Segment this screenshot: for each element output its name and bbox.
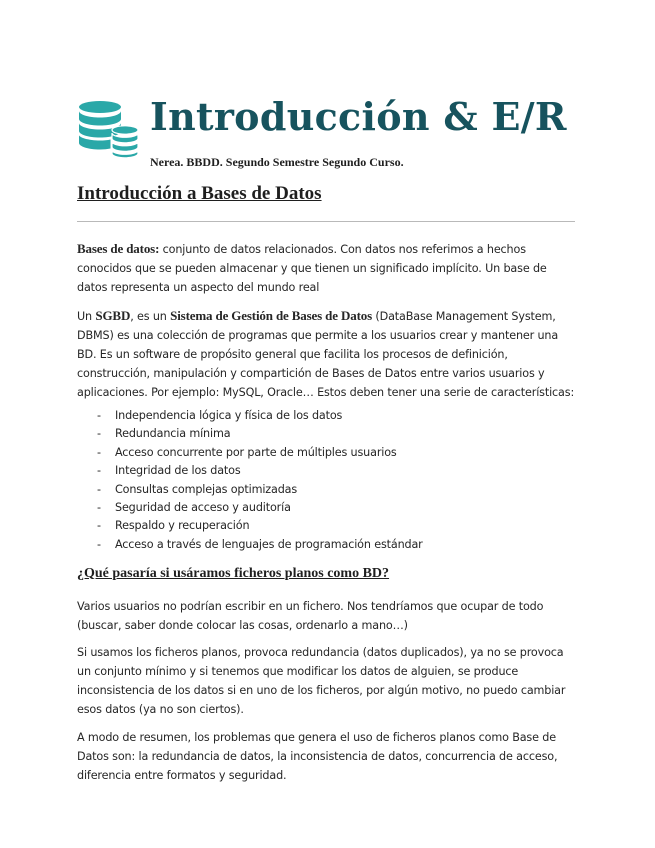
- paragraph-definition-bd: [77, 239, 577, 297]
- list-item: [77, 406, 577, 424]
- list-marker: -: [97, 519, 101, 533]
- paragraph-definition-sgbd: [77, 306, 577, 402]
- term-bases-de-datos: Bases de datos:: [77, 241, 160, 256]
- list-marker: -: [97, 464, 101, 478]
- feature-list: [77, 406, 577, 553]
- list-item-text: Seguridad de acceso y auditoría: [115, 500, 291, 514]
- list-item-text: Integridad de los datos: [115, 464, 241, 478]
- definition-text: conjunto de datos relacionados. Con datos nos referimos a hechos conocidos que se pueden almacenar y que tienen un significado implícito. Un base de datos representa un aspecto del mundo real: [77, 243, 547, 294]
- page-subtitle: Nerea. BBDD. Segundo Semestre Segundo Curso.: [150, 155, 404, 169]
- list-item-text: Redundancia mínima: [115, 427, 231, 441]
- sgbd-text: (DataBase Management System, DBMS) es una colección de programas que permite a los usuarios crear y mantener una BD. Es un software de propósito general que facilita los procesos de definición, construcción, manipulación y compartición de Bases de Datos entre varios usuarios y aplicaciones. Por ejemplo: MySQL, Oracle… Estos deben tener una serie de características:: [77, 310, 575, 399]
- list-item-text: Acceso concurrente por parte de múltiples usuarios: [115, 445, 397, 459]
- list-marker: -: [97, 409, 101, 422]
- list-item-text: Respaldo y recuperación: [115, 519, 250, 533]
- list-marker: -: [97, 500, 101, 514]
- list-item: [77, 498, 577, 516]
- list-item-text: Consultas complejas optimizadas: [115, 482, 298, 496]
- list-marker: -: [97, 537, 101, 551]
- paragraph-resumen: A modo de resumen, los problemas que genera el uso de ficheros planos como Base de Datos son: la redundancia de datos, la inconsistencia de datos, concurrencia de acceso, diferencia entre formatos y seguridad.: [77, 731, 558, 782]
- list-item-text: Acceso a través de lenguajes de programación estándar: [115, 537, 423, 551]
- paragraph-ficheros-1: Varios usuarios no podrían escribir en un fichero. Nos tendríamos que ocupar de todo (buscar, saber donde colocar las cosas, ordenarlo a mano…): [77, 600, 544, 632]
- list-marker: -: [97, 482, 101, 496]
- list-item: [77, 424, 577, 442]
- list-item-text: Independencia lógica y física de los datos: [115, 409, 343, 422]
- section-heading-ficheros: ¿Qué pasaría si usáramos ficheros planos como BD?: [77, 566, 390, 581]
- divider: [77, 221, 575, 222]
- list-item: [77, 516, 577, 534]
- list-item: [77, 535, 577, 553]
- term-sgbd: SGBD: [95, 308, 131, 323]
- list-marker: -: [97, 427, 101, 441]
- list-item: [77, 461, 577, 479]
- page-title: Introducción & E/R: [150, 94, 567, 139]
- list-marker: -: [97, 445, 101, 459]
- sgbd-pre: Un: [77, 310, 96, 323]
- section-heading-intro: Introducción a Bases de Datos: [77, 183, 322, 204]
- paragraph-ficheros-2: Si usamos los ficheros planos, provoca redundancia (datos duplicados), ya no se provoca un conjunto mínimo y si tenemos que modificar los datos de alguien, se produce inconsistencia de los datos si en uno de los ficheros, por algún motivo, no puedo cambiar esos datos (ya no son ciertos).: [77, 646, 566, 716]
- database-icon: [78, 100, 140, 158]
- term-sistema-gestion: Sistema de Gestión de Bases de Datos: [170, 308, 373, 323]
- list-item: [77, 443, 577, 461]
- sgbd-mid: , es un: [130, 310, 171, 323]
- list-item: [77, 480, 577, 498]
